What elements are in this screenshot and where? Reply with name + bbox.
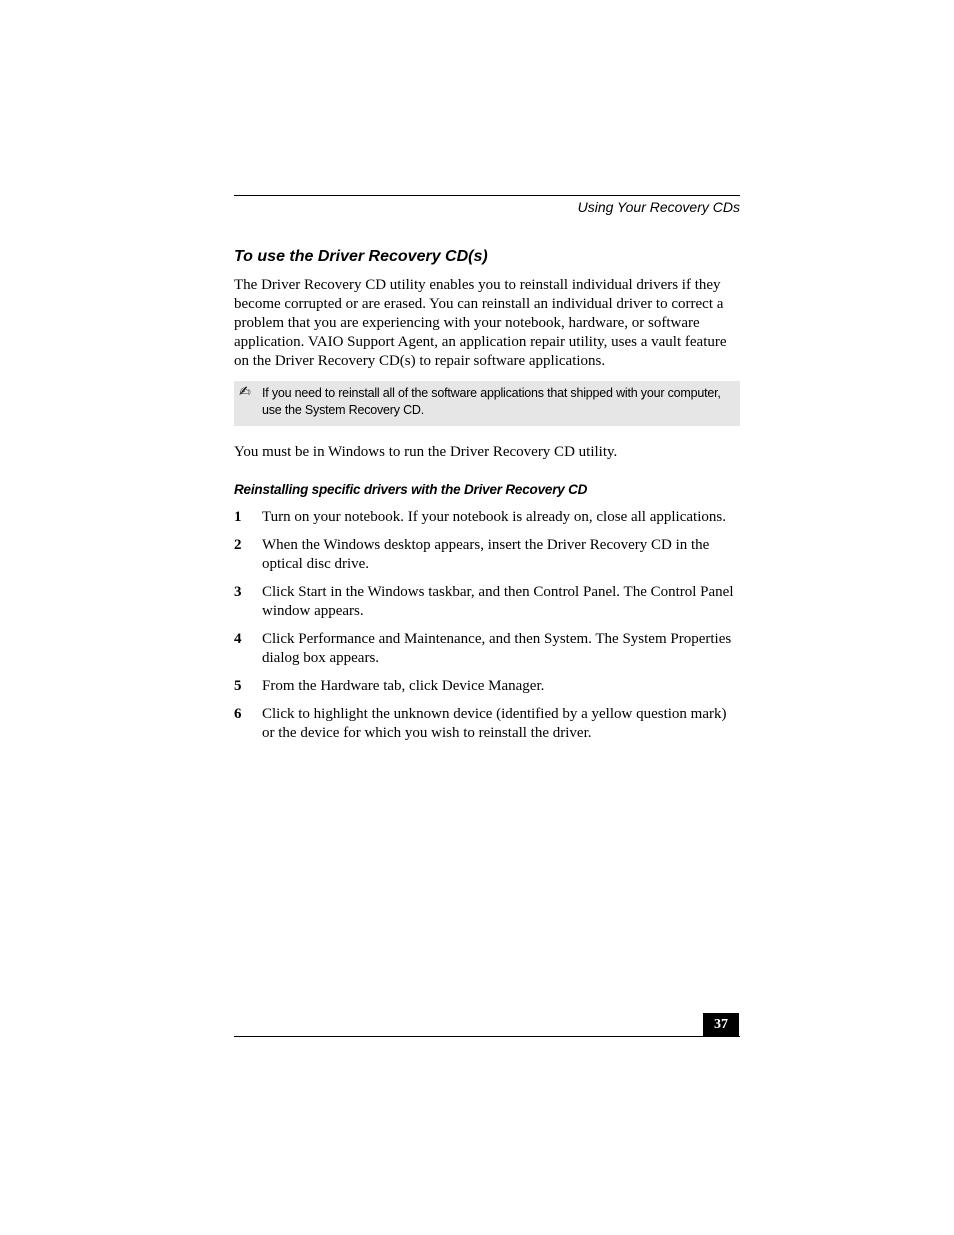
step-number: 1 (234, 509, 242, 525)
note-text: If you need to reinstall all of the software applications that shipped with your computer, use the System Recovery CD. (262, 386, 721, 417)
requirement-paragraph: You must be in Windows to run the Driver Recovery CD utility. (234, 444, 618, 460)
step-item (234, 536, 740, 574)
step-item (234, 583, 740, 621)
step-text: When the Windows desktop appears, insert the Driver Recovery CD in the optical disc drive. (262, 537, 710, 572)
running-header: Using Your Recovery CDs (577, 199, 740, 215)
subsection-title: Reinstalling specific drivers with the Driver Recovery CD (234, 482, 588, 497)
step-number: 3 (234, 584, 242, 600)
header-rule (234, 195, 740, 196)
step-text: Turn on your notebook. If your notebook is already on, close all applications. (262, 509, 726, 525)
step-item (234, 508, 740, 527)
step-text: Click Start in the Windows taskbar, and then Control Panel. The Control Panel window appears. (262, 584, 734, 619)
step-item (234, 630, 740, 668)
intro-paragraph: The Driver Recovery CD utility enables you to reinstall individual drivers if they become corrupted or are erased. You can reinstall an individual driver to correct a problem that you are experiencing with your notebook, hardware, or software application. VAIO Support Agent, an application repair utility, uses a vault feature on the Driver Recovery CD(s) to repair software applications. (234, 277, 727, 369)
steps-list (234, 508, 740, 752)
step-number: 5 (234, 678, 242, 694)
step-item (234, 705, 740, 743)
step-number: 2 (234, 537, 242, 553)
page-number: 37 (703, 1013, 739, 1036)
step-text: Click Performance and Maintenance, and then System. The System Properties dialog box appears. (262, 631, 732, 666)
note-box (234, 381, 740, 426)
step-number: 4 (234, 631, 242, 647)
step-text: Click to highlight the unknown device (identified by a yellow question mark) or the device for which you wish to reinstall the driver. (262, 706, 727, 741)
step-text: From the Hardware tab, click Device Manager. (262, 678, 545, 694)
writing-hand-icon: ✍ (239, 384, 251, 400)
footer-rule (234, 1036, 740, 1037)
step-item (234, 677, 740, 696)
step-number: 6 (234, 706, 242, 722)
section-title: To use the Driver Recovery CD(s) (234, 248, 488, 265)
